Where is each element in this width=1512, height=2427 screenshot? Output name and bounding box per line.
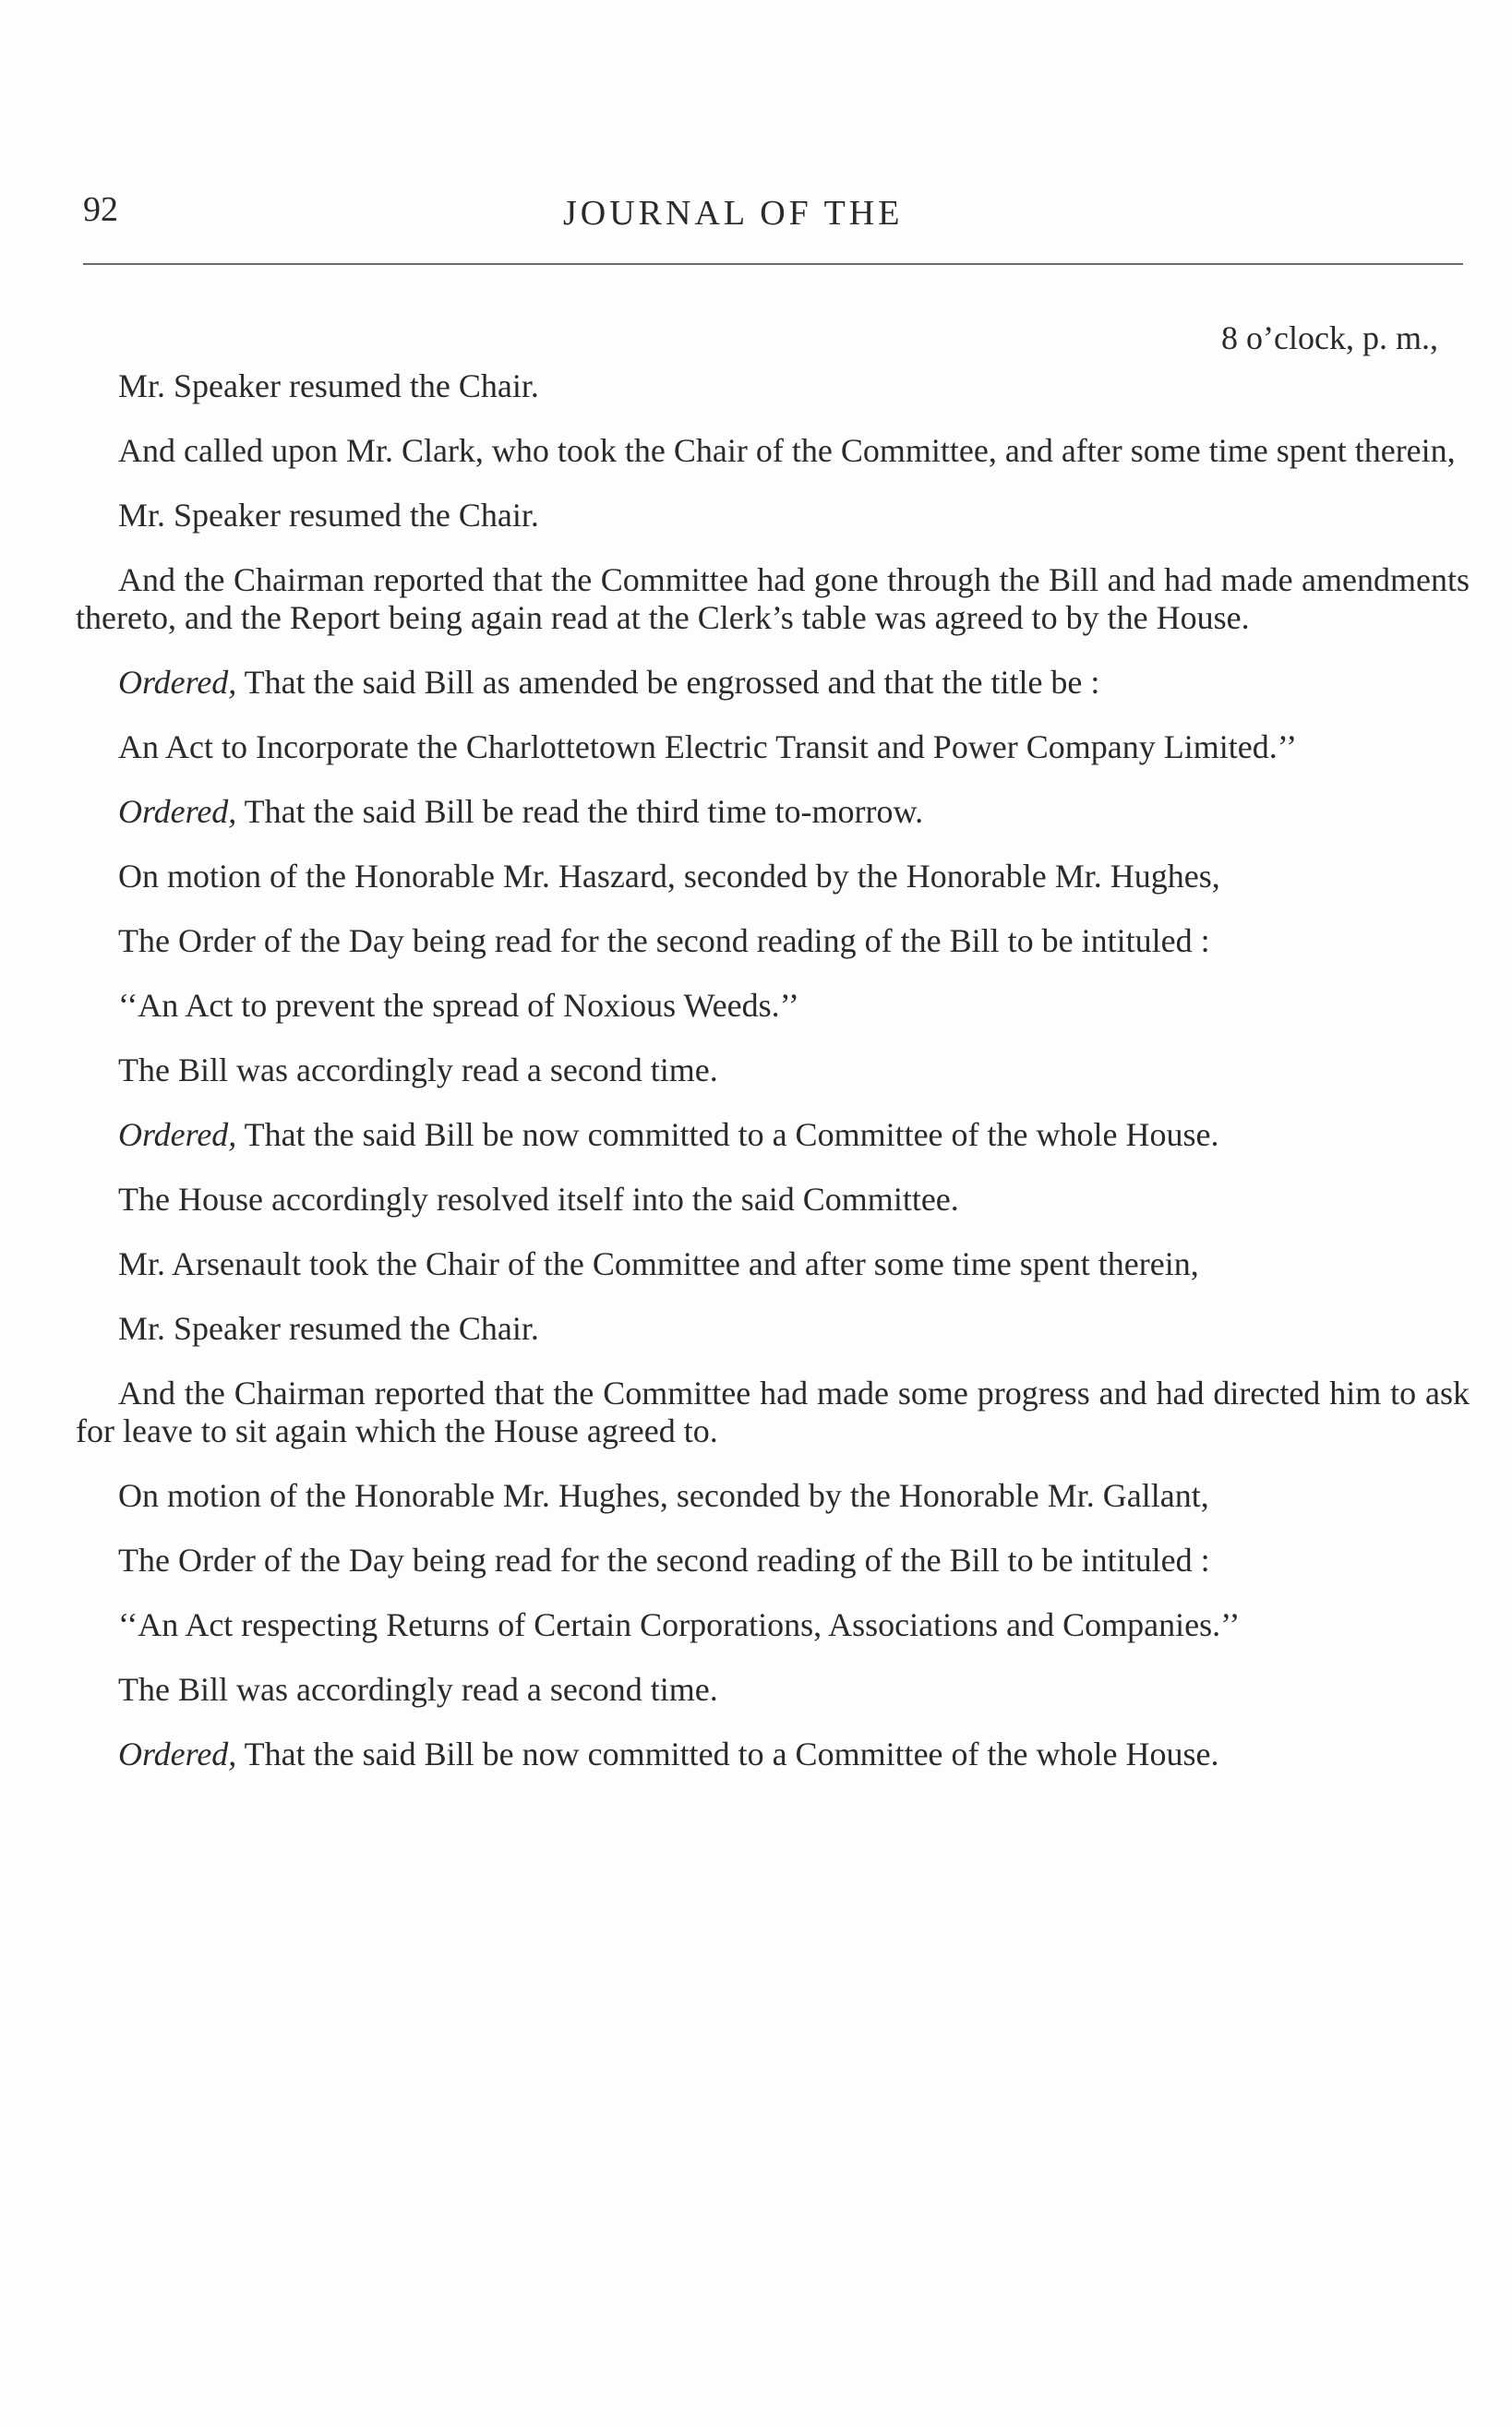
paragraph xyxy=(76,1310,1470,1348)
journal-body xyxy=(76,367,1470,1800)
paragraph-text: Mr. Speaker resumed the Chair. xyxy=(118,497,539,534)
paragraph xyxy=(76,1181,1470,1219)
paragraph-lead: Ordered, xyxy=(118,1736,237,1772)
paragraph xyxy=(76,1375,1470,1450)
paragraph xyxy=(76,987,1470,1025)
paragraph-text: And the Chairman reported that the Committee had made some progress and had directed him to ask for leave to sit again which the House agreed to. xyxy=(76,1375,1470,1449)
paragraph-text: ‘‘An Act to prevent the spread of Noxious Weeds.’’ xyxy=(118,987,799,1024)
paragraph xyxy=(76,1736,1470,1773)
paragraph-text: On motion of the Honorable Mr. Hughes, seconded by the Honorable Mr. Gallant, xyxy=(118,1477,1209,1514)
paragraph-lead: Ordered, xyxy=(118,793,237,830)
paragraph-text: Mr. Speaker resumed the Chair. xyxy=(118,367,539,404)
page-number: 92 xyxy=(83,190,118,229)
paragraph-text: And called upon Mr. Clark, who took the Chair of the Committee, and after some time spent therein, xyxy=(118,432,1456,469)
paragraph xyxy=(76,561,1470,637)
paragraph-text: Mr. Speaker resumed the Chair. xyxy=(118,1310,539,1347)
paragraph-text: That the said Bill be now committed to a Committee of the whole House. xyxy=(244,1736,1219,1772)
paragraph-text: On motion of the Honorable Mr. Haszard, seconded by the Honorable Mr. Hughes, xyxy=(118,858,1220,895)
paragraph-text: That the said Bill as amended be engrossed and that the title be : xyxy=(244,664,1100,701)
paragraph-text: ‘‘An Act respecting Returns of Certain Corporations, Associations and Companies.’’ xyxy=(118,1606,1241,1643)
paragraph-text: That the said Bill be read the third time to-morrow. xyxy=(244,793,924,830)
paragraph-text: The Bill was accordingly read a second time. xyxy=(118,1051,718,1088)
paragraph-text: The House accordingly resolved itself into the said Committee. xyxy=(118,1181,959,1218)
paragraph xyxy=(76,1116,1470,1154)
sitting-time: 8 o’clock, p. m., xyxy=(1221,319,1438,356)
paragraph-text: Mr. Arsenault took the Chair of the Committee and after some time spent therein, xyxy=(118,1245,1199,1282)
paragraph-lead: Ordered, xyxy=(118,664,237,701)
paragraph-text: The Order of the Day being read for the second reading of the Bill to be intituled : xyxy=(118,922,1210,959)
paragraph xyxy=(76,1477,1470,1515)
paragraph xyxy=(76,664,1470,702)
paragraph xyxy=(76,497,1470,535)
paragraph-text: An Act to Incorporate the Charlottetown Electric Transit and Power Company Limited.’’ xyxy=(118,728,1298,765)
paragraph xyxy=(76,1051,1470,1089)
paragraph xyxy=(76,1606,1470,1644)
paragraph-text: The Order of the Day being read for the second reading of the Bill to be intituled : xyxy=(118,1542,1210,1579)
paragraph xyxy=(76,858,1470,895)
paragraph-lead: Ordered, xyxy=(118,1116,237,1153)
paragraph-text: The Bill was accordingly read a second time. xyxy=(118,1671,718,1708)
paragraph-text: That the said Bill be now committed to a Committee of the whole House. xyxy=(244,1116,1219,1153)
paragraph xyxy=(76,367,1470,405)
paragraph xyxy=(76,432,1470,470)
paragraph xyxy=(76,728,1470,766)
paragraph xyxy=(76,1245,1470,1283)
paragraph-text: And the Chairman reported that the Committee had gone through the Bill and had made amendments thereto, and the Report being again read at the Clerk’s table was agreed to by the House. xyxy=(76,561,1470,636)
paragraph xyxy=(76,1671,1470,1709)
running-head xyxy=(83,189,1458,245)
paragraph xyxy=(76,793,1470,831)
header-rule xyxy=(83,263,1463,265)
journal-title: JOURNAL OF THE xyxy=(563,194,904,233)
paragraph xyxy=(76,1542,1470,1580)
paragraph xyxy=(76,922,1470,960)
